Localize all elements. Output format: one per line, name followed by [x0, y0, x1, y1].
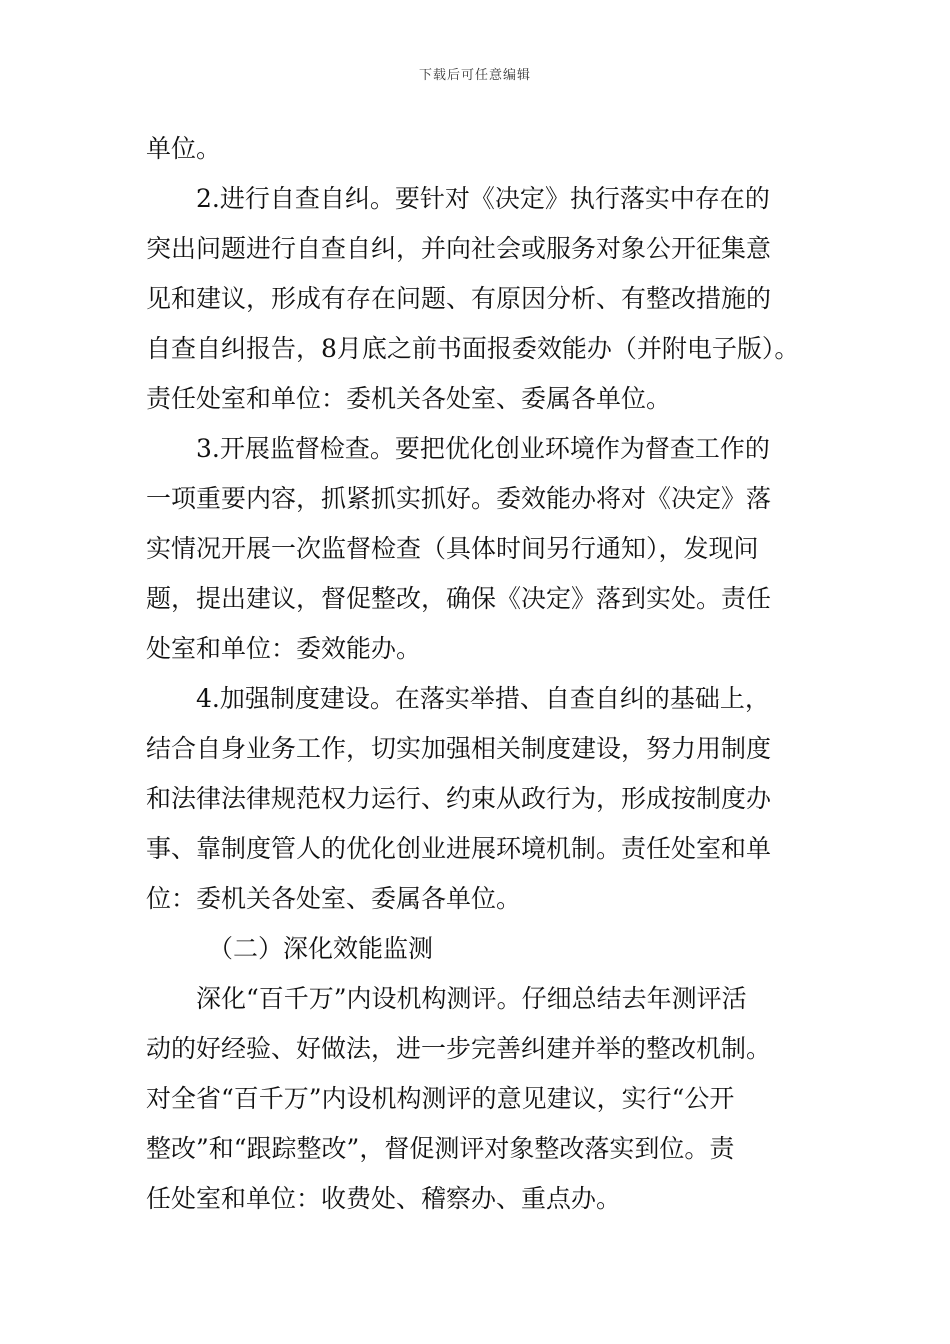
text-line: 单位。: [146, 134, 222, 163]
paragraph-4-start: 4.加强制度建设。在落实举措、自查自纠的基础上，: [196, 684, 770, 713]
text-line: 实情况开展一次监督检查（具体时间另行通知），发现问: [146, 534, 759, 563]
page-header-note: 下载后可任意编辑: [418, 68, 531, 83]
text-line: 处室和单位：委效能办。: [146, 634, 422, 663]
paragraph-2-start: 2.进行自查自纠。要针对《决定》执行落实中存在的: [196, 184, 770, 213]
text-line: 整改”和“跟踪整改”，督促测评对象整改落实到位。责: [146, 1134, 735, 1163]
text-line: 任处室和单位：收费处、稽察办、重点办。: [146, 1184, 622, 1213]
text-line: 责任处室和单位：委机关各处室、委属各单位。: [146, 384, 672, 413]
text-line: 事、靠制度管人的优化创业进展环境机制。责任处室和单: [146, 834, 772, 863]
text-line: 和法律法律规范权力运行、约束从政行为，形成按制度办: [146, 784, 772, 813]
text-line: 突出问题进行自查自纠，并向社会或服务对象公开征集意: [146, 234, 772, 263]
text-line: 见和建议，形成有存在问题、有原因分析、有整改措施的: [146, 284, 772, 313]
document-body: [146, 124, 811, 1224]
text-line: 动的好经验、好做法，进一步完善纠建并举的整改机制。: [146, 1034, 772, 1063]
text-line: 自查自纠报告，8月底之前书面报委效能办（并附电子版）。: [146, 334, 800, 363]
text-line: 题，提出建议，督促整改，确保《决定》落到实处。责任: [146, 584, 772, 613]
text-line: 位：委机关各处室、委属各单位。: [146, 884, 522, 913]
paragraph-5-start: 深化“百千万”内设机构测评。仔细总结去年测评活: [196, 984, 747, 1013]
text-line: 一项重要内容，抓紧抓实抓好。委效能办将对《决定》落: [146, 484, 772, 513]
section-heading: （二）深化效能监测: [208, 934, 434, 963]
text-line: 结合自身业务工作，切实加强相关制度建设，努力用制度: [146, 734, 772, 763]
paragraph-3-start: 3.开展监督检查。要把优化创业环境作为督查工作的: [196, 434, 770, 463]
text-line: 对全省“百千万”内设机构测评的意见建议，实行“公开: [146, 1084, 735, 1113]
